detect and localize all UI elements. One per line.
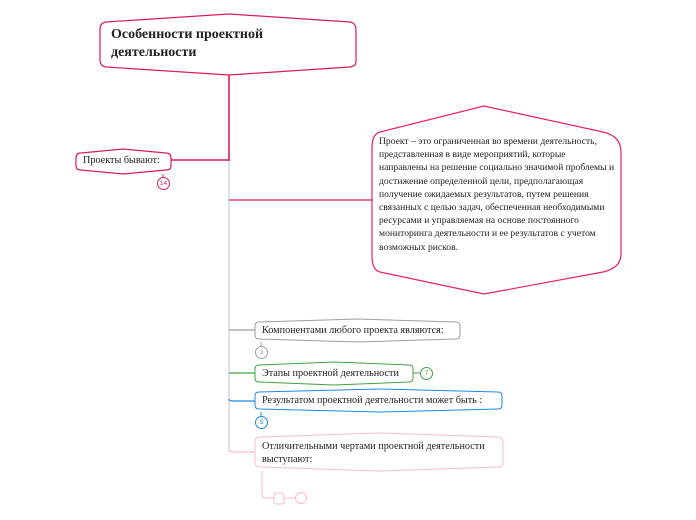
root-title: Особенности проектной деятельности [111,27,264,60]
branch-label-features: Отличительными чертами проектной деятельности выступают: [262,441,485,465]
branch-label-results: Результатом проектной деятельности может быть : [262,395,483,406]
branch-label-components: Компонентами любого проекта являются: [262,325,444,336]
connector-results [229,399,255,401]
features-badge-circle[interactable] [296,493,307,504]
features-sub-connector [262,471,274,498]
branch-count-badge-stages[interactable]: 7 [420,367,433,380]
branch-label-stages: Этапы проектной деятельности [262,368,399,379]
definition-text: Проект – это ограниченная во времени деятельность, представленная в виде мероприятий, которые направлены на решение социально значимой проблемы и достижение определенной цели, предполагающая получение ожидаемых результатов, путем решения связанных с целью задач, обеспеченная необходимыми ресурсами и управляемая на основе постоянного мониторинга деятельности и ее результатов с учетом возможных рисков. [379,136,615,253]
branch-count-badge-results[interactable]: 5 [255,416,268,429]
branch-count-badge-projects[interactable]: 14 [157,177,170,190]
branch-label-projects: Проекты бывают: [83,155,160,166]
branch-count-badge-components[interactable]: 3 [255,346,268,359]
connector-features [229,449,255,452]
features-sub-node-stub[interactable] [274,493,284,504]
